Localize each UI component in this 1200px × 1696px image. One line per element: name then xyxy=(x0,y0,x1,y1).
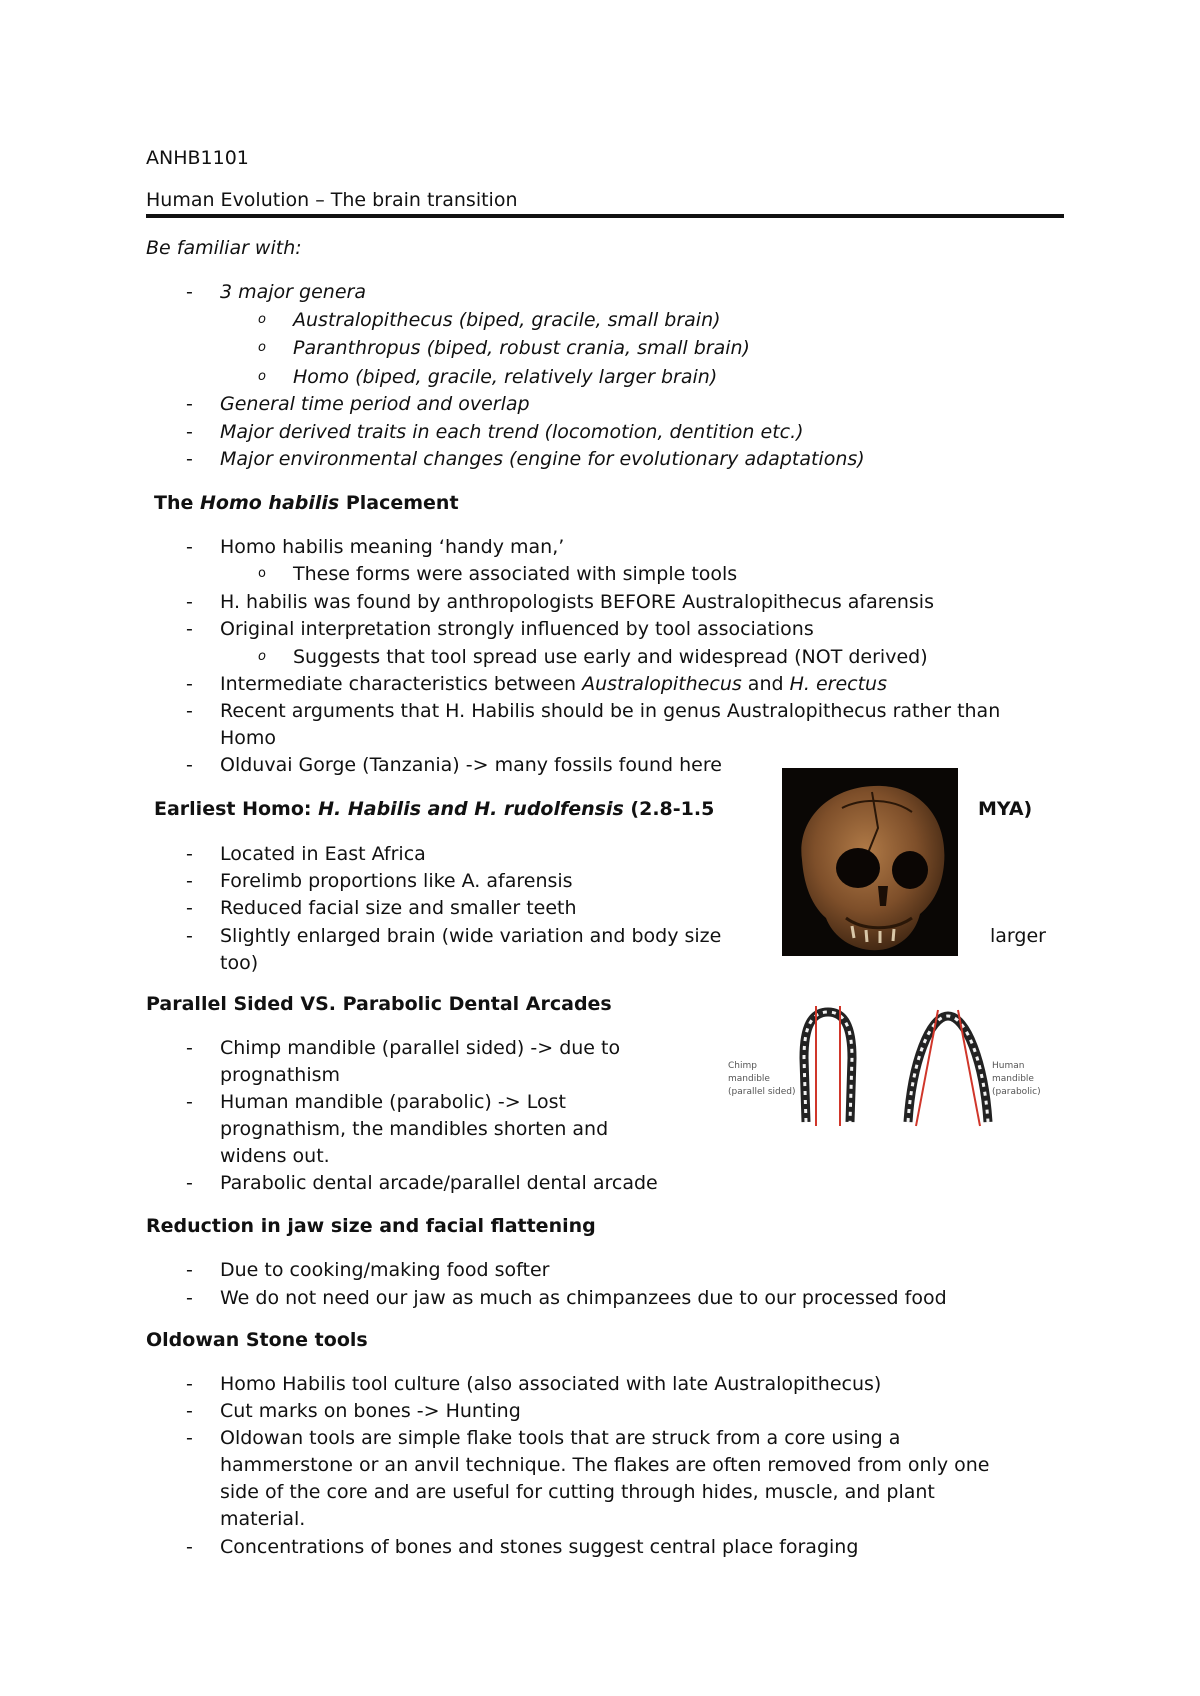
list-item: Parabolic dental arcade/parallel dental arcade xyxy=(220,1172,658,1194)
mandible-diagram-icon xyxy=(720,1002,1050,1128)
fig-label-left: Chimp xyxy=(728,1061,757,1071)
list-item-continuation: prognathism, the mandibles shorten and xyxy=(220,1118,609,1140)
list-item: Major environmental changes (engine for evolutionary adaptations) xyxy=(220,448,865,470)
list-item: Olduvai Gorge (Tanzania) -> many fossils found here xyxy=(220,754,722,776)
section-heading-arcades: Parallel Sided VS. Parabolic Dental Arcades xyxy=(146,993,612,1015)
section-heading-oldowan: Oldowan Stone tools xyxy=(146,1329,368,1351)
fig-label-left: (parallel sided) xyxy=(728,1087,796,1097)
bullet-dash: - xyxy=(186,754,193,776)
bullet-dash: - xyxy=(186,421,193,443)
familiar-intro: Be familiar with: xyxy=(146,237,302,259)
list-item-continuation: Homo xyxy=(220,727,277,749)
bullet-dash: - xyxy=(186,870,193,892)
bullet-dash: - xyxy=(186,281,193,303)
bullet-dash: - xyxy=(186,536,193,558)
list-item: Original interpretation strongly influenced by tool associations xyxy=(220,618,814,640)
list-item: Located in East Africa xyxy=(220,843,426,865)
list-item: Human mandible (parabolic) -> Lost xyxy=(220,1091,566,1113)
title-underline xyxy=(146,214,1064,218)
homo-habilis-skull-image xyxy=(782,768,958,956)
list-item-continuation: side of the core and are useful for cutting through hides, muscle, and plant xyxy=(220,1481,935,1503)
bullet-dash: - xyxy=(186,1037,193,1059)
section-heading-habilis: The Homo habilis Placement xyxy=(154,492,459,514)
bullet-circle-icon: o xyxy=(258,340,266,355)
list-item-continuation: widens out. xyxy=(220,1145,330,1167)
list-item-continuation: material. xyxy=(220,1508,306,1530)
bullet-dash: - xyxy=(186,1259,193,1281)
section-heading-earliest-homo: Earliest Homo: H. Habilis and H. rudolfensis (2.8-1.5 xyxy=(154,798,715,820)
list-item: Due to cooking/making food softer xyxy=(220,1259,550,1281)
list-item: Recent arguments that H. Habilis should be in genus Australopithecus rather than xyxy=(220,700,1001,722)
section-heading-jaw: Reduction in jaw size and facial flattening xyxy=(146,1215,596,1237)
list-item: We do not need our jaw as much as chimpanzees due to our processed food xyxy=(220,1287,947,1309)
list-item-continuation: prognathism xyxy=(220,1064,341,1086)
list-item-continuation: hammerstone or an anvil technique. The flakes are often removed from only one xyxy=(220,1454,990,1476)
dental-arcade-figure xyxy=(720,1002,1050,1128)
list-item: 3 major genera xyxy=(220,281,366,303)
bullet-dash: - xyxy=(186,673,193,695)
fig-label-right: mandible xyxy=(992,1074,1034,1084)
bullet-dash: - xyxy=(186,700,193,722)
bullet-circle-icon: o xyxy=(258,566,266,581)
fig-label-right: Human xyxy=(992,1061,1025,1071)
bullet-dash: - xyxy=(186,393,193,415)
skull-icon xyxy=(782,768,958,956)
list-item-continuation: too) xyxy=(220,952,259,974)
page-title: Human Evolution – The brain transition xyxy=(146,189,518,211)
list-item: Paranthropus (biped, robust crania, small brain) xyxy=(293,337,750,359)
bullet-dash: - xyxy=(186,618,193,640)
bullet-dash: - xyxy=(186,1172,193,1194)
list-item: Oldowan tools are simple flake tools that are struck from a core using a xyxy=(220,1427,901,1449)
list-item: Concentrations of bones and stones suggest central place foraging xyxy=(220,1536,859,1558)
bullet-dash: - xyxy=(186,843,193,865)
course-code: ANHB1101 xyxy=(146,147,249,169)
bullet-dash: - xyxy=(186,1427,193,1449)
bullet-dash: - xyxy=(186,591,193,613)
bullet-circle-icon: o xyxy=(258,649,266,664)
list-item: Homo (biped, gracile, relatively larger brain) xyxy=(293,366,718,388)
list-item: Homo habilis meaning ‘handy man,’ xyxy=(220,536,565,558)
bullet-dash: - xyxy=(186,1287,193,1309)
list-item: Slightly enlarged brain (wide variation and body size xyxy=(220,925,722,947)
list-item: Chimp mandible (parallel sided) -> due to xyxy=(220,1037,621,1059)
fig-label-left: mandible xyxy=(728,1074,770,1084)
bullet-dash: - xyxy=(186,925,193,947)
bullet-dash: - xyxy=(186,1373,193,1395)
bullet-dash: - xyxy=(186,1536,193,1558)
bullet-dash: - xyxy=(186,1400,193,1422)
heading-continuation: MYA) xyxy=(978,798,1033,820)
bullet-circle-icon: o xyxy=(258,312,266,327)
list-item: Major derived traits in each trend (locomotion, dentition etc.) xyxy=(220,421,804,443)
bullet-dash: - xyxy=(186,1091,193,1113)
bullet-dash: - xyxy=(186,448,193,470)
list-item: General time period and overlap xyxy=(220,393,530,415)
list-item: Australopithecus (biped, gracile, small brain) xyxy=(293,309,721,331)
bullet-circle-icon: o xyxy=(258,369,266,384)
list-item: Cut marks on bones -> Hunting xyxy=(220,1400,521,1422)
fig-label-right: (parabolic) xyxy=(992,1087,1041,1097)
list-item: Reduced facial size and smaller teeth xyxy=(220,897,577,919)
list-item: Forelimb proportions like A. afarensis xyxy=(220,870,573,892)
list-item: Intermediate characteristics between Australopithecus and H. erectus xyxy=(220,673,887,695)
list-item-continuation: larger xyxy=(990,925,1046,947)
bullet-dash: - xyxy=(186,897,193,919)
list-item: Homo Habilis tool culture (also associated with late Australopithecus) xyxy=(220,1373,882,1395)
list-item: H. habilis was found by anthropologists BEFORE Australopithecus afarensis xyxy=(220,591,934,613)
list-item: These forms were associated with simple tools xyxy=(293,563,738,585)
list-item: Suggests that tool spread use early and widespread (NOT derived) xyxy=(293,646,928,668)
